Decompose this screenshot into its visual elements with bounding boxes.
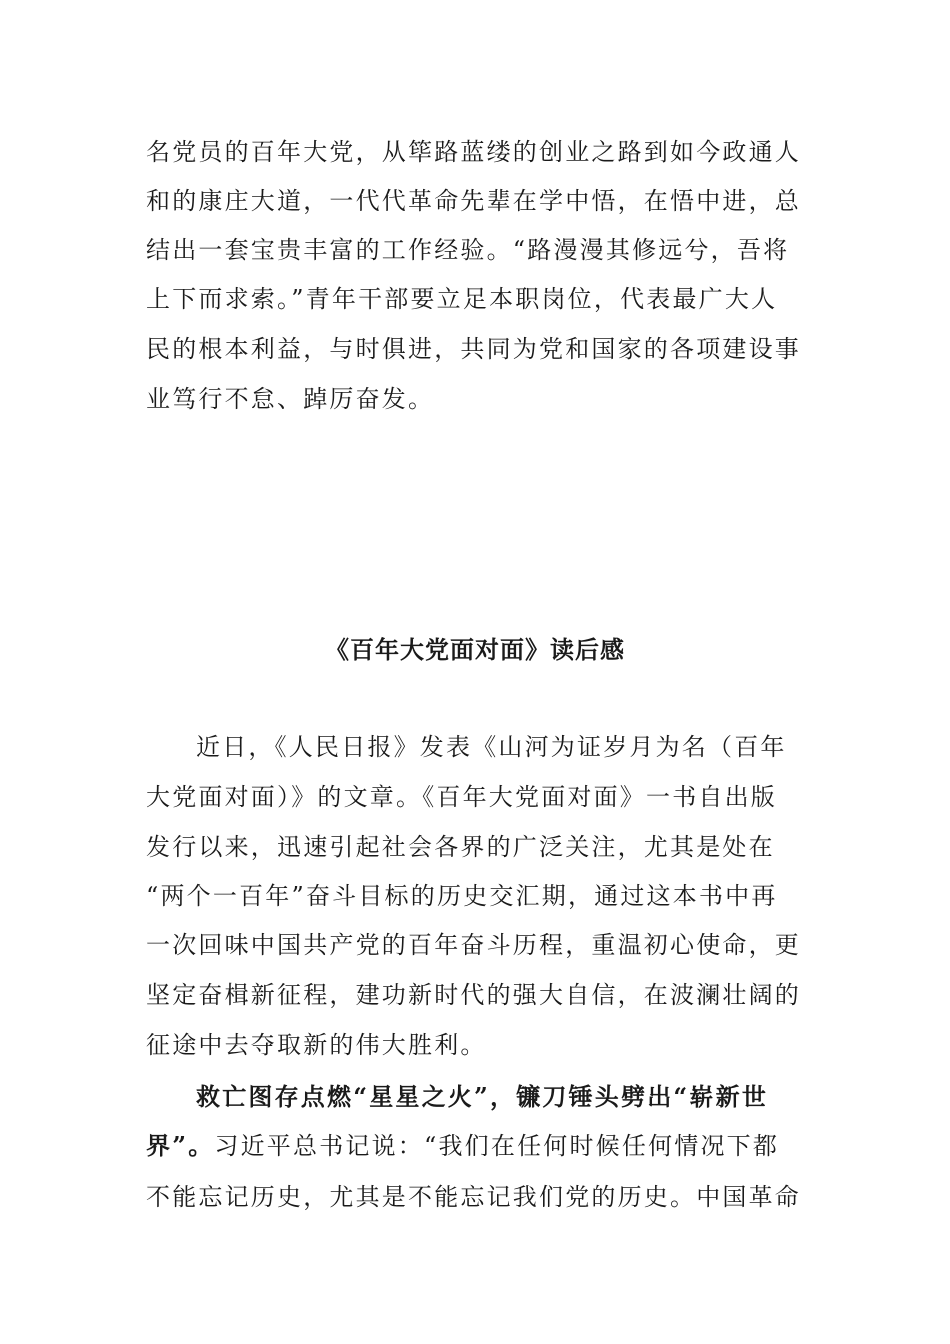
top-paragraph-line-4: 上下而求索。”青年干部要立足本职岗位，代表最广大人 <box>146 285 778 313</box>
section-line-2 <box>146 1121 786 1171</box>
section-heading-line-1: 救亡图存点燃“星星之火”，镰刀锤头劈出“崭新世 <box>196 1082 769 1111</box>
top-paragraph-line-5: 民的根本利益，与时俱进，共同为党和国家的各项建设事 <box>146 335 801 363</box>
top-paragraph-line-2: 和的康庄大道，一代代革命先辈在学中悟，在悟中进，总 <box>146 187 801 215</box>
intro-line-5: 一次回味中国共产党的百年奋斗历程，重温初心使命，更 <box>146 931 801 959</box>
intro-line-7: 征途中去夺取新的伟大胜利。 <box>146 1031 487 1059</box>
intro-line-6: 坚定奋楫新征程，建功新时代的强大自信，在波澜壮阔的 <box>146 981 801 1009</box>
section-heading-end: 界”。 <box>146 1131 215 1160</box>
intro-line-3: 发行以来，迅速引起社会各界的广泛关注，尤其是处在 <box>146 833 775 861</box>
intro-line-2: 大党面对面）》的文章。《百年大党面对面》一书自出版 <box>146 783 777 811</box>
intro-line-4: “两个一百年”奋斗目标的历史交汇期，通过这本书中再 <box>146 882 778 910</box>
intro-line-1: 近日，《人民日报》发表《山河为证岁月为名（百年 <box>196 733 787 761</box>
top-paragraph-line-3: 结出一套宝贵丰富的工作经验。“路漫漫其修远兮，吾将 <box>146 236 790 264</box>
section-quote-start: 习近平总书记说：“我们在任何时候任何情况下都 <box>214 1132 780 1160</box>
top-paragraph-line-1: 名党员的百年大党，从筚路蓝缕的创业之路到如今政通人 <box>146 138 801 166</box>
article-title: 《百年大党面对面》读后感 <box>325 635 625 664</box>
section-line-3: 不能忘记历史，尤其是不能忘记我们党的历史。中国革命 <box>146 1183 801 1211</box>
top-paragraph-line-6: 业笃行不怠、踔厉奋发。 <box>146 385 435 413</box>
